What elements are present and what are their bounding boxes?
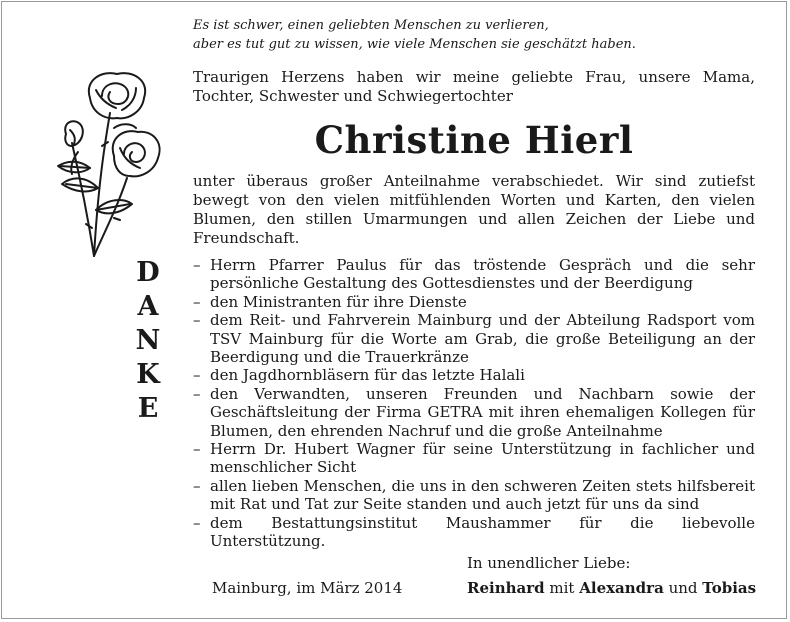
danke-letter: D <box>136 257 160 288</box>
dash-marker: – <box>193 476 201 495</box>
list-item-text: dem Reit- und Fahrverein Mainburg und der Abteilung Radsport vom TSV Mainburg für die Worte am Grab, die große Beteiligung an der Beerdigung und die Trauerkränze <box>210 311 755 367</box>
list-item-text: Herrn Dr. Hubert Wagner für seine Unterstützung in fachlicher und menschlicher Sicht <box>210 440 755 477</box>
signatories <box>467 578 756 598</box>
danke-vertical <box>128 256 168 426</box>
list-item-text: Herrn Pfarrer Paulus für das tröstende Gespräch und die sehr persönliche Gestaltung des Gottesdienstes und der Beerdigung <box>210 256 755 293</box>
danke-letter: E <box>137 393 159 424</box>
list-item-text: allen lieben Menschen, die uns in den schweren Zeiten stets hilfsbereit mit Rat und Tat zur Seite standen und auch jetzt für uns da sind <box>210 476 755 514</box>
dash-marker: – <box>193 513 201 532</box>
quote-line-2: aber es tut gut zu wissen, wie viele Menschen sie geschätzt haben. <box>193 37 636 52</box>
list-item <box>193 385 755 440</box>
dash-marker: – <box>193 440 201 459</box>
rose-bouquet-icon <box>32 68 167 258</box>
list-item <box>193 256 755 293</box>
list-item <box>193 311 755 366</box>
signer-joiner: und <box>663 579 703 597</box>
signer-name: Alexandra <box>579 579 664 597</box>
dash-marker: – <box>193 292 201 311</box>
quote-line-1: Es ist schwer, einen geliebten Menschen zu verlieren, <box>193 18 549 33</box>
dash-marker: – <box>193 384 201 403</box>
deceased-name: Christine Hierl <box>314 118 634 162</box>
danke-letter: A <box>137 291 159 322</box>
list-item <box>193 477 755 514</box>
dash-marker: – <box>193 366 201 385</box>
signer-name: Reinhard <box>467 579 545 597</box>
farewell-paragraph: unter überaus großer Anteilnahme verabschiedet. Wir sind zutiefst bewegt von den vielen mitfühlenden Worten und Karten, den vielen Blumen, den stillen Umarmungen und allen Zeichen der Liebe und Freundschaft. <box>193 172 755 247</box>
closing-phrase: In unendlicher Liebe: <box>467 554 631 572</box>
intro-text: Traurigen Herzens haben wir meine geliebte Frau, unsere Mama, Tochter, Schwester und Schwiegertochter <box>193 68 755 105</box>
place-date: Mainburg, im März 2014 <box>212 579 403 597</box>
list-item <box>193 366 755 384</box>
danke-letter: K <box>136 359 160 390</box>
list-item-text: dem Bestattungsinstitut Maushammer für die liebevolle Unterstützung. <box>210 513 755 551</box>
danke-letter: N <box>135 325 161 356</box>
list-item <box>193 293 755 311</box>
dash-marker: – <box>193 256 201 274</box>
list-item-text: den Jagdhornbläsern für das letzte Halali <box>210 366 525 385</box>
signer-name: Tobias <box>702 579 757 597</box>
signer-joiner: mit <box>544 579 580 597</box>
list-item-text: den Ministranten für ihre Dienste <box>210 292 467 311</box>
list-item <box>193 514 755 551</box>
list-item-text: den Verwandten, unseren Freunden und Nachbarn sowie der Geschäftsleitung der Firma GETRA mit ihren ehemaligen Kollegen für Blumen, den ehrenden Nachruf und die große Anteilnahme <box>210 384 755 440</box>
list-item <box>193 440 755 477</box>
thanks-list <box>193 256 755 551</box>
opening-quote <box>193 16 753 54</box>
dash-marker: – <box>193 311 201 330</box>
